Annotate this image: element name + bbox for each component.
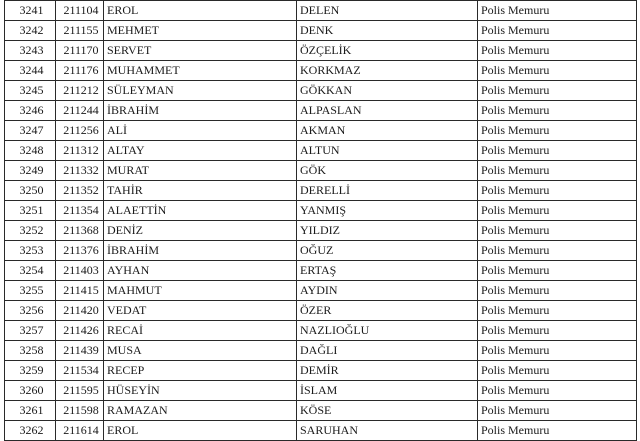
first-name-cell: SÜLEYMAN <box>104 81 297 101</box>
table-row <box>5 21 637 41</box>
registry-id-cell: 211376 <box>56 241 104 261</box>
table-row <box>5 101 637 121</box>
first-name-cell: RECAİ <box>104 321 297 341</box>
registry-id-cell: 211439 <box>56 341 104 361</box>
rank-title-cell: Polis Memuru <box>478 261 637 281</box>
registry-id-cell: 211176 <box>56 61 104 81</box>
rank-title-cell: Polis Memuru <box>478 41 637 61</box>
table-row <box>5 241 637 261</box>
last-name-cell: OĞUZ <box>297 241 478 261</box>
last-name-cell: DEMİR <box>297 361 478 381</box>
row-number-cell: 3249 <box>5 161 56 181</box>
rank-title-cell: Polis Memuru <box>478 1 637 21</box>
table-row <box>5 261 637 281</box>
registry-id-cell: 211426 <box>56 321 104 341</box>
registry-id-cell: 211415 <box>56 281 104 301</box>
first-name-cell: RECEP <box>104 361 297 381</box>
registry-id-cell: 211420 <box>56 301 104 321</box>
rank-title-cell: Polis Memuru <box>478 81 637 101</box>
row-number-cell: 3251 <box>5 201 56 221</box>
first-name-cell: HÜSEYİN <box>104 381 297 401</box>
first-name-cell: AYHAN <box>104 261 297 281</box>
rank-title-cell: Polis Memuru <box>478 341 637 361</box>
registry-id-cell: 211256 <box>56 121 104 141</box>
table-row <box>5 81 637 101</box>
last-name-cell: DERELLİ <box>297 181 478 201</box>
row-number-cell: 3248 <box>5 141 56 161</box>
last-name-cell: KORKMAZ <box>297 61 478 81</box>
first-name-cell: MEHMET <box>104 21 297 41</box>
last-name-cell: ERTAŞ <box>297 261 478 281</box>
last-name-cell: ALPASLAN <box>297 101 478 121</box>
table-row <box>5 61 637 81</box>
row-number-cell: 3253 <box>5 241 56 261</box>
registry-id-cell: 211332 <box>56 161 104 181</box>
first-name-cell: ALTAY <box>104 141 297 161</box>
last-name-cell: AKMAN <box>297 121 478 141</box>
registry-id-cell: 211244 <box>56 101 104 121</box>
registry-id-cell: 211595 <box>56 381 104 401</box>
registry-id-cell: 211104 <box>56 1 104 21</box>
rank-title-cell: Polis Memuru <box>478 321 637 341</box>
registry-id-cell: 211598 <box>56 401 104 421</box>
row-number-cell: 3245 <box>5 81 56 101</box>
personnel-table-body <box>5 1 637 441</box>
first-name-cell: MUSA <box>104 341 297 361</box>
rank-title-cell: Polis Memuru <box>478 401 637 421</box>
table-row <box>5 421 637 441</box>
rank-title-cell: Polis Memuru <box>478 121 637 141</box>
last-name-cell: AYDIN <box>297 281 478 301</box>
last-name-cell: YILDIZ <box>297 221 478 241</box>
first-name-cell: MAHMUT <box>104 281 297 301</box>
last-name-cell: İSLAM <box>297 381 478 401</box>
table-row <box>5 281 637 301</box>
last-name-cell: NAZLIOĞLU <box>297 321 478 341</box>
first-name-cell: MURAT <box>104 161 297 181</box>
rank-title-cell: Polis Memuru <box>478 221 637 241</box>
row-number-cell: 3254 <box>5 261 56 281</box>
row-number-cell: 3261 <box>5 401 56 421</box>
row-number-cell: 3260 <box>5 381 56 401</box>
rank-title-cell: Polis Memuru <box>478 301 637 321</box>
table-row <box>5 221 637 241</box>
rank-title-cell: Polis Memuru <box>478 361 637 381</box>
last-name-cell: ALTUN <box>297 141 478 161</box>
first-name-cell: EROL <box>104 1 297 21</box>
last-name-cell: KÖSE <box>297 401 478 421</box>
row-number-cell: 3247 <box>5 121 56 141</box>
last-name-cell: GÖK <box>297 161 478 181</box>
table-row <box>5 181 637 201</box>
rank-title-cell: Polis Memuru <box>478 61 637 81</box>
row-number-cell: 3262 <box>5 421 56 441</box>
row-number-cell: 3258 <box>5 341 56 361</box>
table-row <box>5 341 637 361</box>
row-number-cell: 3241 <box>5 1 56 21</box>
first-name-cell: İBRAHİM <box>104 101 297 121</box>
registry-id-cell: 211312 <box>56 141 104 161</box>
table-row <box>5 41 637 61</box>
table-row <box>5 121 637 141</box>
first-name-cell: DENİZ <box>104 221 297 241</box>
registry-id-cell: 211212 <box>56 81 104 101</box>
registry-id-cell: 211155 <box>56 21 104 41</box>
first-name-cell: SERVET <box>104 41 297 61</box>
table-row <box>5 361 637 381</box>
last-name-cell: SARUHAN <box>297 421 478 441</box>
row-number-cell: 3257 <box>5 321 56 341</box>
row-number-cell: 3242 <box>5 21 56 41</box>
registry-id-cell: 211352 <box>56 181 104 201</box>
table-row <box>5 401 637 421</box>
row-number-cell: 3252 <box>5 221 56 241</box>
table-row <box>5 201 637 221</box>
row-number-cell: 3256 <box>5 301 56 321</box>
row-number-cell: 3246 <box>5 101 56 121</box>
rank-title-cell: Polis Memuru <box>478 201 637 221</box>
row-number-cell: 3259 <box>5 361 56 381</box>
first-name-cell: VEDAT <box>104 301 297 321</box>
registry-id-cell: 211403 <box>56 261 104 281</box>
rank-title-cell: Polis Memuru <box>478 281 637 301</box>
row-number-cell: 3255 <box>5 281 56 301</box>
row-number-cell: 3250 <box>5 181 56 201</box>
rank-title-cell: Polis Memuru <box>478 141 637 161</box>
table-row <box>5 161 637 181</box>
first-name-cell: ALİ <box>104 121 297 141</box>
rank-title-cell: Polis Memuru <box>478 381 637 401</box>
last-name-cell: YANMIŞ <box>297 201 478 221</box>
last-name-cell: ÖZER <box>297 301 478 321</box>
table-row <box>5 381 637 401</box>
first-name-cell: RAMAZAN <box>104 401 297 421</box>
rank-title-cell: Polis Memuru <box>478 161 637 181</box>
rank-title-cell: Polis Memuru <box>478 241 637 261</box>
last-name-cell: DENK <box>297 21 478 41</box>
last-name-cell: GÖKKAN <box>297 81 478 101</box>
table-row <box>5 1 637 21</box>
rank-title-cell: Polis Memuru <box>478 421 637 441</box>
first-name-cell: EROL <box>104 421 297 441</box>
registry-id-cell: 211170 <box>56 41 104 61</box>
registry-id-cell: 211534 <box>56 361 104 381</box>
rank-title-cell: Polis Memuru <box>478 101 637 121</box>
table-row <box>5 321 637 341</box>
last-name-cell: DELEN <box>297 1 478 21</box>
registry-id-cell: 211368 <box>56 221 104 241</box>
rank-title-cell: Polis Memuru <box>478 21 637 41</box>
table-row <box>5 141 637 161</box>
table-row <box>5 301 637 321</box>
registry-id-cell: 211354 <box>56 201 104 221</box>
last-name-cell: DAĞLI <box>297 341 478 361</box>
rank-title-cell: Polis Memuru <box>478 181 637 201</box>
last-name-cell: ÖZÇELİK <box>297 41 478 61</box>
first-name-cell: ALAETTİN <box>104 201 297 221</box>
row-number-cell: 3244 <box>5 61 56 81</box>
personnel-table <box>4 0 637 441</box>
registry-id-cell: 211614 <box>56 421 104 441</box>
first-name-cell: MUHAMMET <box>104 61 297 81</box>
first-name-cell: İBRAHİM <box>104 241 297 261</box>
row-number-cell: 3243 <box>5 41 56 61</box>
first-name-cell: TAHİR <box>104 181 297 201</box>
